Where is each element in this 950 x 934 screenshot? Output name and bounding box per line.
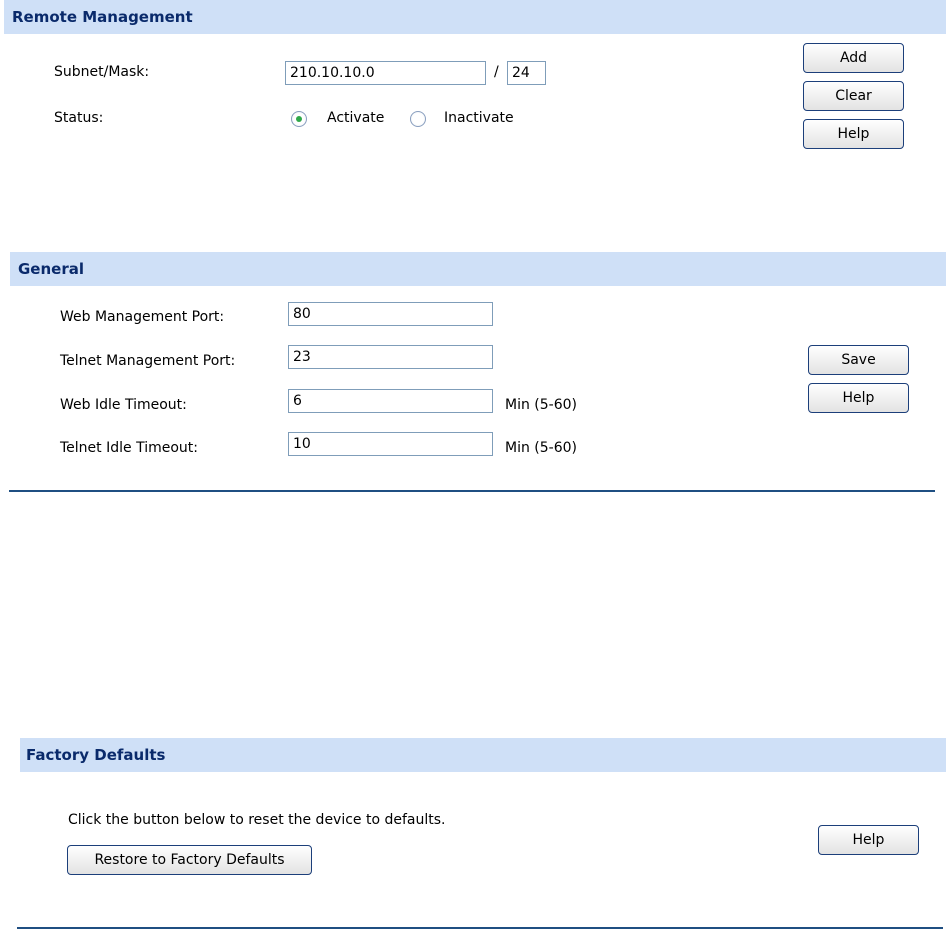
general-divider	[9, 490, 935, 492]
telnet-timeout-label: Telnet Idle Timeout:	[60, 440, 198, 456]
general-help-button[interactable]: Help	[808, 383, 909, 413]
remote-management-header: Remote Management	[4, 0, 946, 34]
status-activate-radio[interactable]	[291, 111, 307, 127]
telnet-timeout-input[interactable]	[288, 432, 493, 456]
web-timeout-input[interactable]	[288, 389, 493, 413]
radio-selected-dot	[296, 116, 302, 122]
status-inactivate-label[interactable]: Inactivate	[444, 110, 514, 126]
telnet-port-label: Telnet Management Port:	[60, 353, 236, 369]
web-timeout-label: Web Idle Timeout:	[60, 397, 187, 413]
status-label: Status:	[54, 110, 104, 126]
factory-help-button[interactable]: Help	[818, 825, 919, 855]
subnet-input[interactable]	[285, 61, 486, 85]
web-port-label: Web Management Port:	[60, 309, 225, 325]
factory-divider	[17, 927, 943, 929]
web-timeout-unit: Min (5-60)	[505, 397, 577, 413]
telnet-port-input[interactable]	[288, 345, 493, 369]
factory-defaults-header: Factory Defaults	[20, 738, 946, 772]
mask-input[interactable]	[507, 61, 546, 85]
status-inactivate-radio[interactable]	[410, 111, 426, 127]
restore-factory-defaults-button[interactable]: Restore to Factory Defaults	[67, 845, 312, 875]
status-activate-label[interactable]: Activate	[327, 110, 385, 126]
save-button[interactable]: Save	[808, 345, 909, 375]
factory-description: Click the button below to reset the device to defaults.	[68, 812, 446, 828]
general-header: General	[10, 252, 946, 286]
clear-button[interactable]: Clear	[803, 81, 904, 111]
mask-separator: /	[494, 64, 499, 80]
subnet-mask-label: Subnet/Mask:	[54, 64, 150, 80]
remote-help-button[interactable]: Help	[803, 119, 904, 149]
telnet-timeout-unit: Min (5-60)	[505, 440, 577, 456]
web-port-input[interactable]	[288, 302, 493, 326]
add-button[interactable]: Add	[803, 43, 904, 73]
